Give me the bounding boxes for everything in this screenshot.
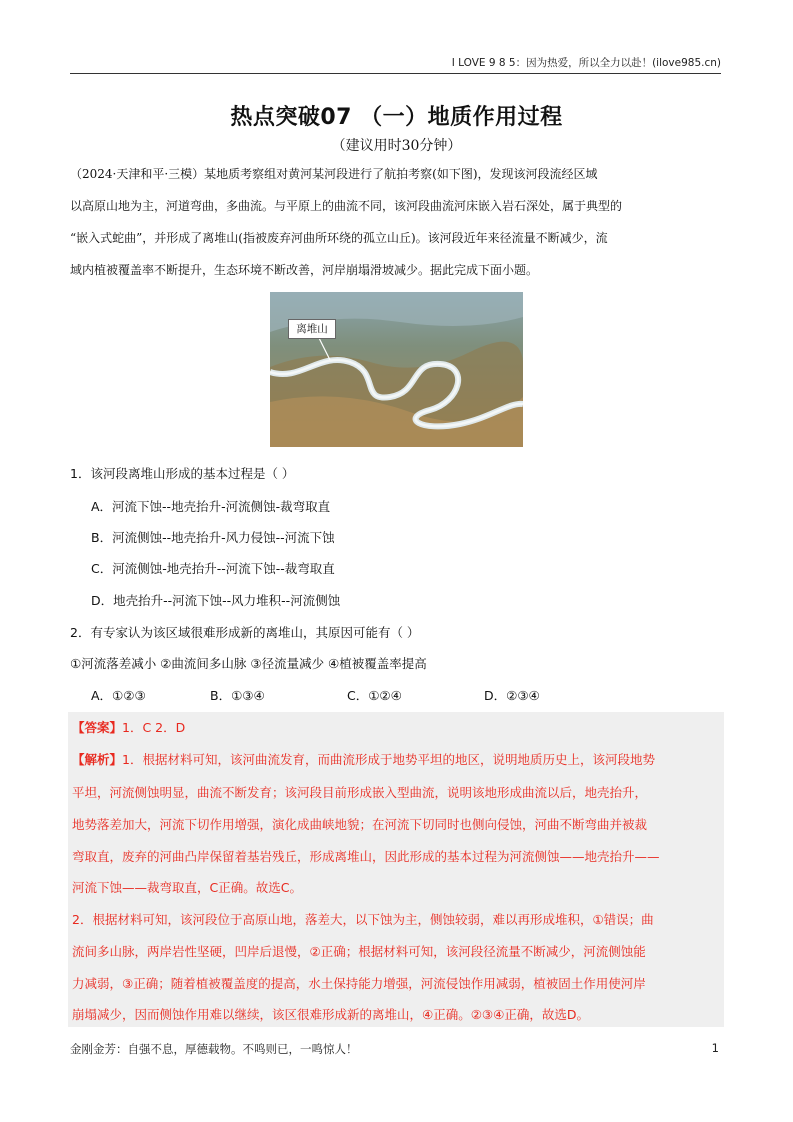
analysis-text: 1．根据材料可知，该河曲流发育，而曲流形成于地势平坦的地区，说明地质历史上，该河段地势 — [122, 752, 655, 767]
question-1-option-b: B．河流侧蚀--地壳抬升-风力侵蚀--河流下蚀 — [91, 530, 335, 545]
aerial-photo — [270, 292, 523, 447]
analysis-tag: 【解析】 — [72, 752, 123, 767]
question-2-choice-a: A．①②③ — [91, 688, 146, 703]
passage-line: 以高原山地为主，河道弯曲，多曲流。与平原上的曲流不同，该河段曲流河床嵌入岩石深处，属于典型的 — [70, 199, 623, 213]
analysis-line: 流间多山脉，两岸岩性坚硬，凹岸后退慢，②正确；根据材料可知，该河段径流量不断减少，河流侧蚀能 — [72, 944, 646, 959]
question-2-items: ①河流落差减小 ②曲流间多山脉 ③径流量减少 ④植被覆盖率提高 — [70, 656, 427, 671]
question-1-option-a: A．河流下蚀--地壳抬升-河流侧蚀-裁弯取直 — [91, 499, 331, 514]
analysis-line: 平坦，河流侧蚀明显，曲流不断发育；该河段目前形成嵌入型曲流，说明该地形成曲流以后，地壳抬升， — [72, 785, 648, 800]
analysis-line: 2．根据材料可知，该河段位于高原山地，落差大，以下蚀为主，侧蚀较弱，难以再形成堆积，①错误；曲 — [72, 912, 654, 927]
answer-text: 1．C 2．D — [122, 720, 186, 735]
page-title: 热点突破07 （一）地质作用过程 — [230, 105, 563, 130]
answer-tag: 【答案】 — [72, 720, 123, 735]
figure-label: 离堆山 — [288, 319, 336, 339]
analysis-line: 弯取直，废弃的河曲凸岸保留着基岩残丘，形成离堆山，因此形成的基本过程为河流侧蚀——地壳抬升—— — [72, 849, 660, 864]
passage-line: “嵌入式蛇曲”，并形成了离堆山(指被废弃河曲所环绕的孤立山丘)。该河段近年来径流量不断减少，流 — [70, 231, 608, 245]
header-site-text: I LOVE 9 8 5：因为热爱，所以全力以赴！(ilove985.cn) — [451, 57, 721, 69]
question-1-stem: 1．该河段离堆山形成的基本过程是（ ） — [70, 466, 295, 481]
question-1-option-c: C．河流侧蚀-地壳抬升--河流下蚀--裁弯取直 — [91, 561, 335, 576]
question-2-choice-b: B．①③④ — [210, 688, 265, 703]
passage-line: （2024·天津和平·三模）某地质考察组对黄河某河段进行了航拍考察(如下图)，发现该河段流经区域 — [70, 167, 598, 181]
question-2-choice-c: C．①②④ — [347, 688, 402, 703]
answer-line — [72, 718, 185, 736]
river-meander-illustration — [270, 292, 523, 447]
analysis-line: 力减弱，③正确；随着植被覆盖度的提高，水土保持能力增强，河流侵蚀作用减弱，植被固土作用使河岸 — [72, 976, 646, 991]
analysis-line: 地势落差加大，河流下切作用增强，演化成曲峡地貌；在河流下切同时也侧向侵蚀，河曲不断弯曲并被裁 — [72, 817, 648, 832]
analysis-line — [72, 750, 655, 768]
page-subtitle: （建议用时30分钟） — [331, 138, 462, 154]
footer-motto: 金刚金芳：自强不息，厚德载物。不鸣则已，一鸣惊人！ — [70, 1042, 358, 1056]
analysis-line: 崩塌减少，因而侧蚀作用难以继续，该区很难形成新的离堆山，④正确。②③④正确，故选D。 — [72, 1007, 589, 1022]
page-number: 1 — [711, 1041, 719, 1055]
analysis-line: 河流下蚀——裁弯取直，C正确。故选C。 — [72, 880, 302, 895]
passage-line: 域内植被覆盖率不断提升，生态环境不断改善，河岸崩塌滑坡减少。据此完成下面小题。 — [70, 263, 539, 277]
header-divider — [70, 73, 721, 74]
question-1-option-d: D．地壳抬升--河流下蚀--风力堆积--河流侧蚀 — [91, 593, 341, 608]
question-2-choice-d: D．②③④ — [484, 688, 540, 703]
question-2-stem: 2．有专家认为该区域很难形成新的离堆山，其原因可能有（ ） — [70, 625, 420, 640]
